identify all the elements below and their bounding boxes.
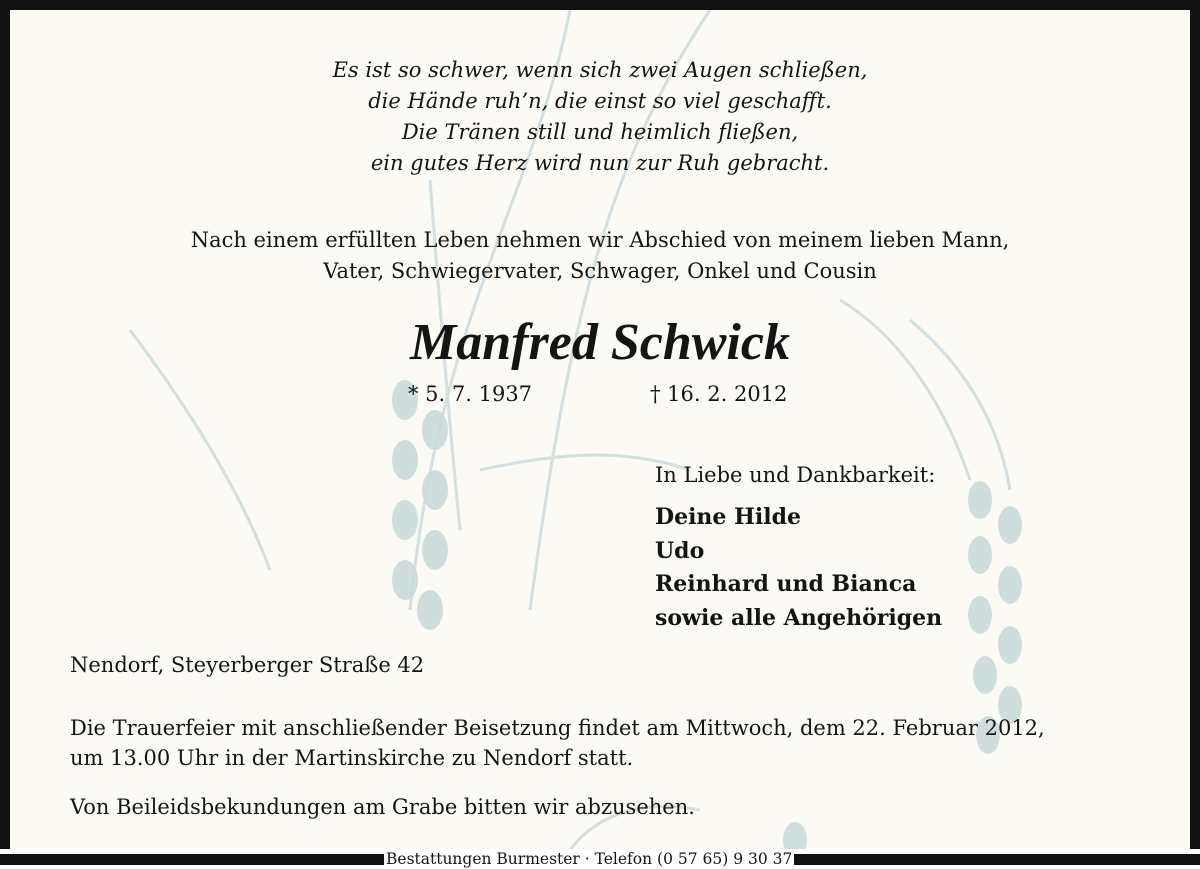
poem-line: ein gutes Herz wird nun zur Ruh gebracht. [370,151,830,175]
birth-date: * 5. 7. 1937 [408,382,533,406]
intro-line: Nach einem erfüllten Leben nehmen wir Abschied von meinem lieben Mann, [190,228,1010,252]
address: Nendorf, Steyerberger Straße 42 [70,653,425,677]
mourner-name: Deine Hilde [655,504,801,530]
ceremony-line: um 13.00 Uhr in der Martinskirche zu Nendorf statt. [70,746,634,770]
death-date: † 16. 2. 2012 [650,382,788,406]
poem-line: die Hände ruh’n, die einst so viel geschafft. [368,89,832,113]
ceremony-line: Die Trauerfeier mit anschließender Beisetzung findet am Mittwoch, dem 22. Februar 2012, [70,716,1045,740]
mourner-name: Reinhard und Bianca [655,571,917,597]
mourner-name: sowie alle Angehörigen [655,604,943,631]
poem-line: Es ist so schwer, wenn sich zwei Augen schließen, [332,58,868,82]
mourner-name: Udo [655,537,705,564]
funeral-home-credit: Bestattungen Burmester · Telefon (0 57 65) 9 30 37 [386,850,793,868]
poem-line: Die Tränen still und heimlich fließen, [401,120,799,144]
deceased-name: Manfred Schwick [410,314,790,371]
farewell-intro [10,225,1190,287]
ceremony-info [70,713,1045,773]
intro-line: Vater, Schwiegervater, Schwager, Onkel und Cousin [323,259,877,283]
mourners-heading: In Liebe und Dankbarkeit: [655,463,936,487]
mourners-list [655,501,942,635]
poem [10,55,1190,179]
condolence-request: Von Beileidsbekundungen am Grabe bitten wir abzusehen. [70,795,695,819]
